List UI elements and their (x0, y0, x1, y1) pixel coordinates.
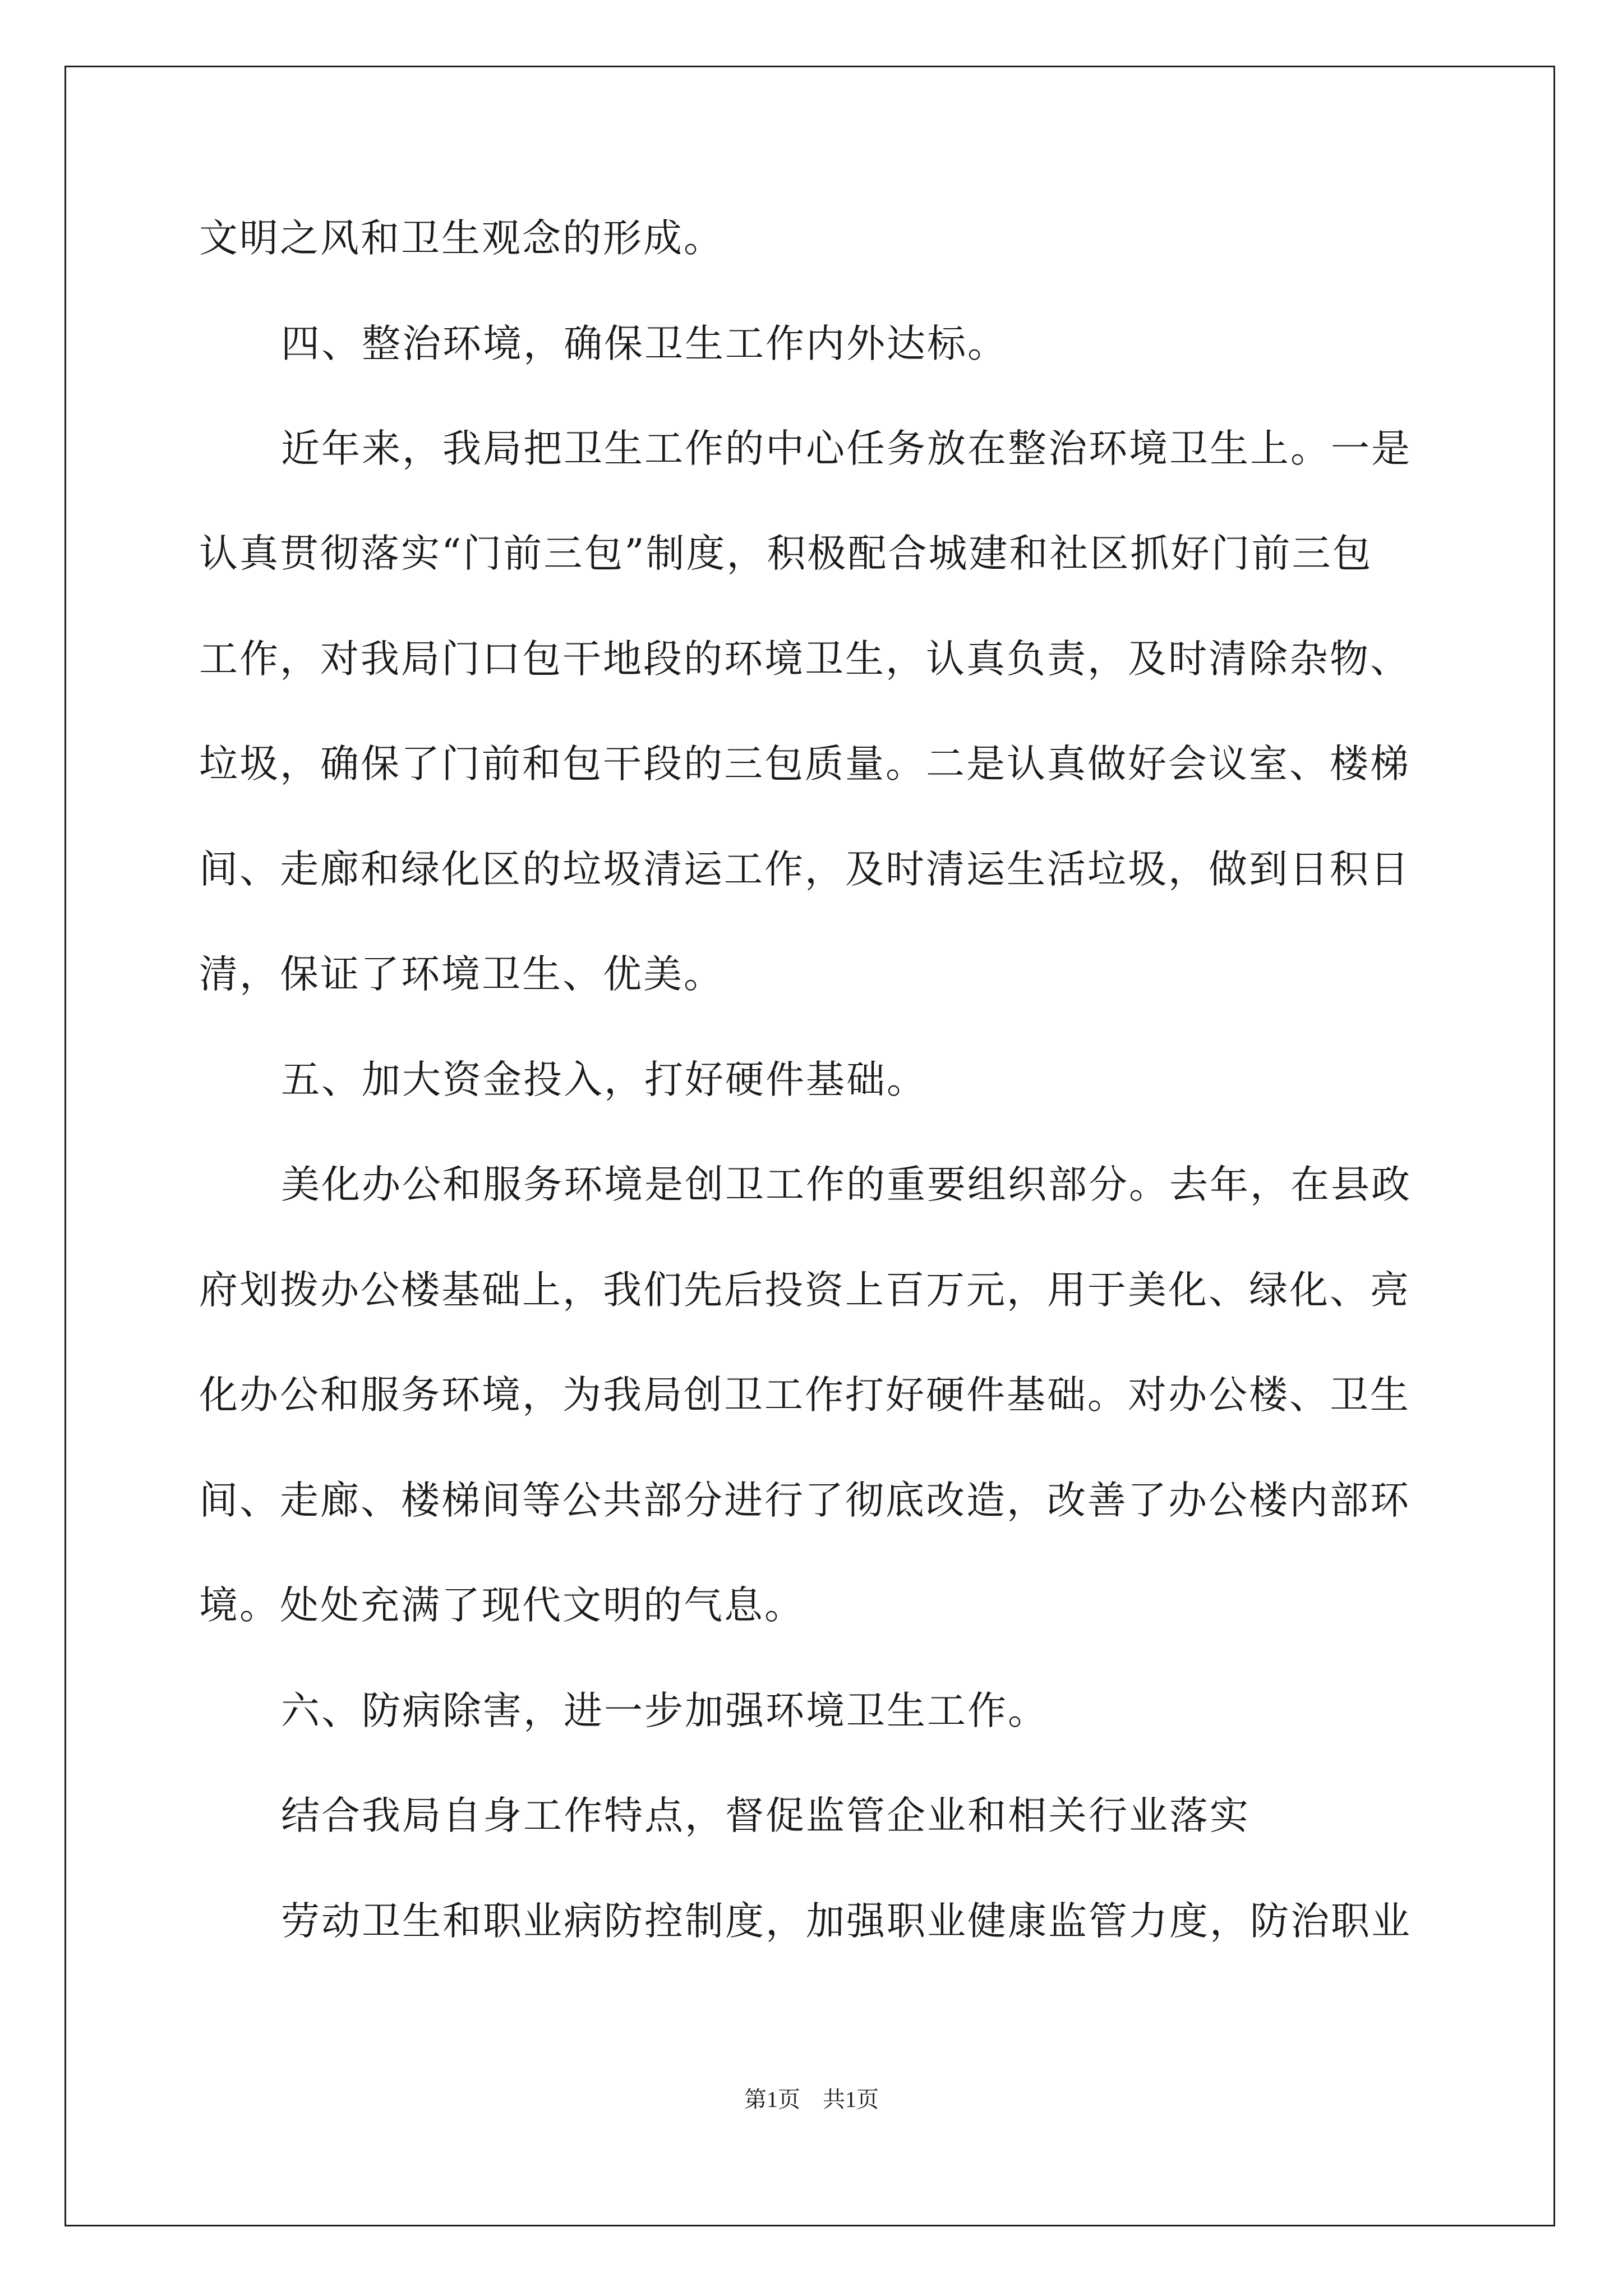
paragraph-line: 工作，对我局门口包干地段的环境卫生，认真负责，及时清除杂物、 (199, 637, 1410, 682)
page-footer: 第1页 共1页 (744, 2087, 879, 2112)
paragraph-line: 境。处处充满了现代文明的气息。 (199, 1583, 805, 1628)
section-heading-5: 五、加大资金投入，打好硬件基础。 (281, 1057, 927, 1102)
paragraph-line: 美化办公和服务环境是创卫工作的重要组织部分。去年，在县政 (281, 1162, 1412, 1207)
paragraph-line: 认真贯彻落实“门前三包”制度，积极配合城建和社区抓好门前三包 (199, 531, 1373, 576)
section-heading-6: 六、防病除害，进一步加强环境卫生工作。 (281, 1688, 1048, 1733)
paragraph-line: 清，保证了环境卫生、优美。 (199, 952, 724, 997)
section-heading-4: 四、整治环境，确保卫生工作内外达标。 (281, 321, 1008, 366)
paragraph-line: 近年来，我局把卫生工作的中心任务放在整治环境卫生上。一是 (281, 426, 1412, 471)
paragraph-line: 结合我局自身工作特点，督促监管企业和相关行业落实 (281, 1793, 1250, 1838)
paragraph-line: 文明之风和卫生观念的形成。 (199, 216, 724, 261)
paragraph-line: 间、走廊和绿化区的垃圾清运工作，及时清运生活垃圾，做到日积日 (199, 847, 1410, 892)
paragraph-line: 劳动卫生和职业病防控制度，加强职业健康监管力度，防治职业 (281, 1899, 1412, 1944)
paragraph-line: 府划拨办公楼基础上，我们先后投资上百万元，用于美化、绿化、亮 (199, 1268, 1410, 1313)
paragraph-line: 间、走廊、楼梯间等公共部分进行了彻底改造，改善了办公楼内部环 (199, 1478, 1410, 1523)
paragraph-line: 化办公和服务环境，为我局创卫工作打好硬件基础。对办公楼、卫生 (199, 1373, 1410, 1418)
paragraph-line: 垃圾，确保了门前和包干段的三包质量。二是认真做好会议室、楼梯 (199, 742, 1410, 786)
